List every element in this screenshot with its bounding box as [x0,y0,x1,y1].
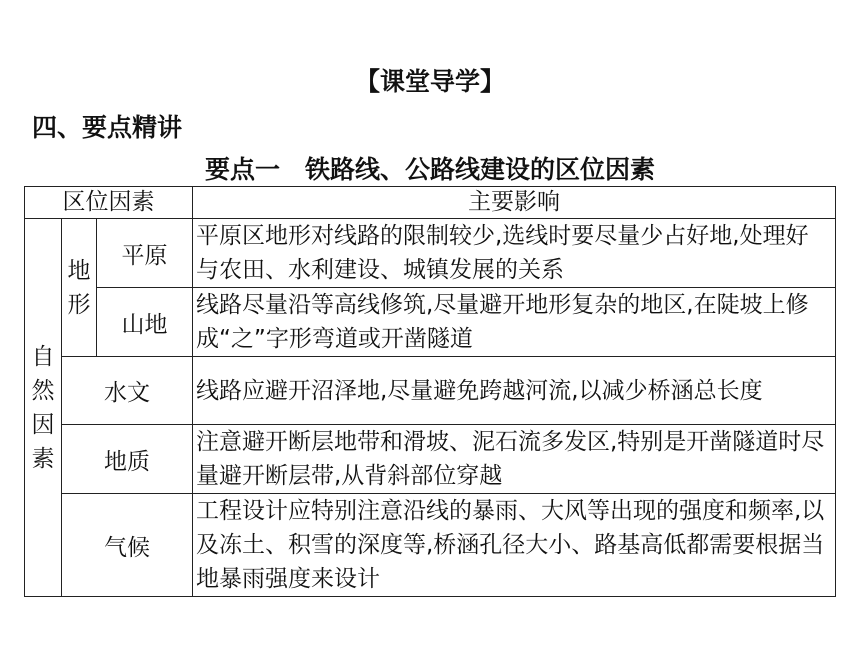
factor-plain: 平原 [97,219,193,288]
key-point-title: 要点一 铁路线、公路线建设的区位因素 [204,155,655,184]
location-factors-table [24,186,836,597]
factor-geology: 地质 [62,425,193,494]
table-row [25,494,836,597]
natural-factors-label: 自 然 因 素 [25,219,62,597]
terrain-label: 地 形 [62,219,97,357]
header-factor: 区位因素 [25,187,193,219]
table-row [25,288,836,357]
impact-hydrology: 线路应避开沼泽地,尽量避免跨越河流,以减少桥涵总长度 [193,357,836,425]
table-row [25,357,836,425]
factor-mountain: 山地 [97,288,193,357]
table-header-row [25,187,836,219]
impact-geology: 注意避开断层地带和滑坡、泥石流多发区,特别是开凿隧道时尽量避开断层带,从背斜部位穿越 [193,425,836,494]
table-row [25,219,836,288]
impact-climate: 工程设计应特别注意沿线的暴雨、大风等出现的强度和频率,以及冻土、积雪的深度等,桥涵孔径大小、路基高低都需要根据当地暴雨强度来设计 [193,494,836,597]
lesson-header-title: 【课堂导学】 [354,67,505,96]
factor-hydrology: 水文 [62,357,193,425]
impact-plain: 平原区地形对线路的限制较少,选线时要尽量少占好地,处理好与农田、水利建设、城镇发展的关系 [193,219,836,288]
impact-mountain: 线路尽量沿等高线修筑,尽量避开地形复杂的地区,在陡坡上修成“之”字形弯道或开凿隧道 [193,288,836,357]
header-impact: 主要影响 [193,187,836,219]
table-row [25,425,836,494]
section-title: 四、要点精讲 [32,113,183,142]
factor-climate: 气候 [62,494,193,597]
